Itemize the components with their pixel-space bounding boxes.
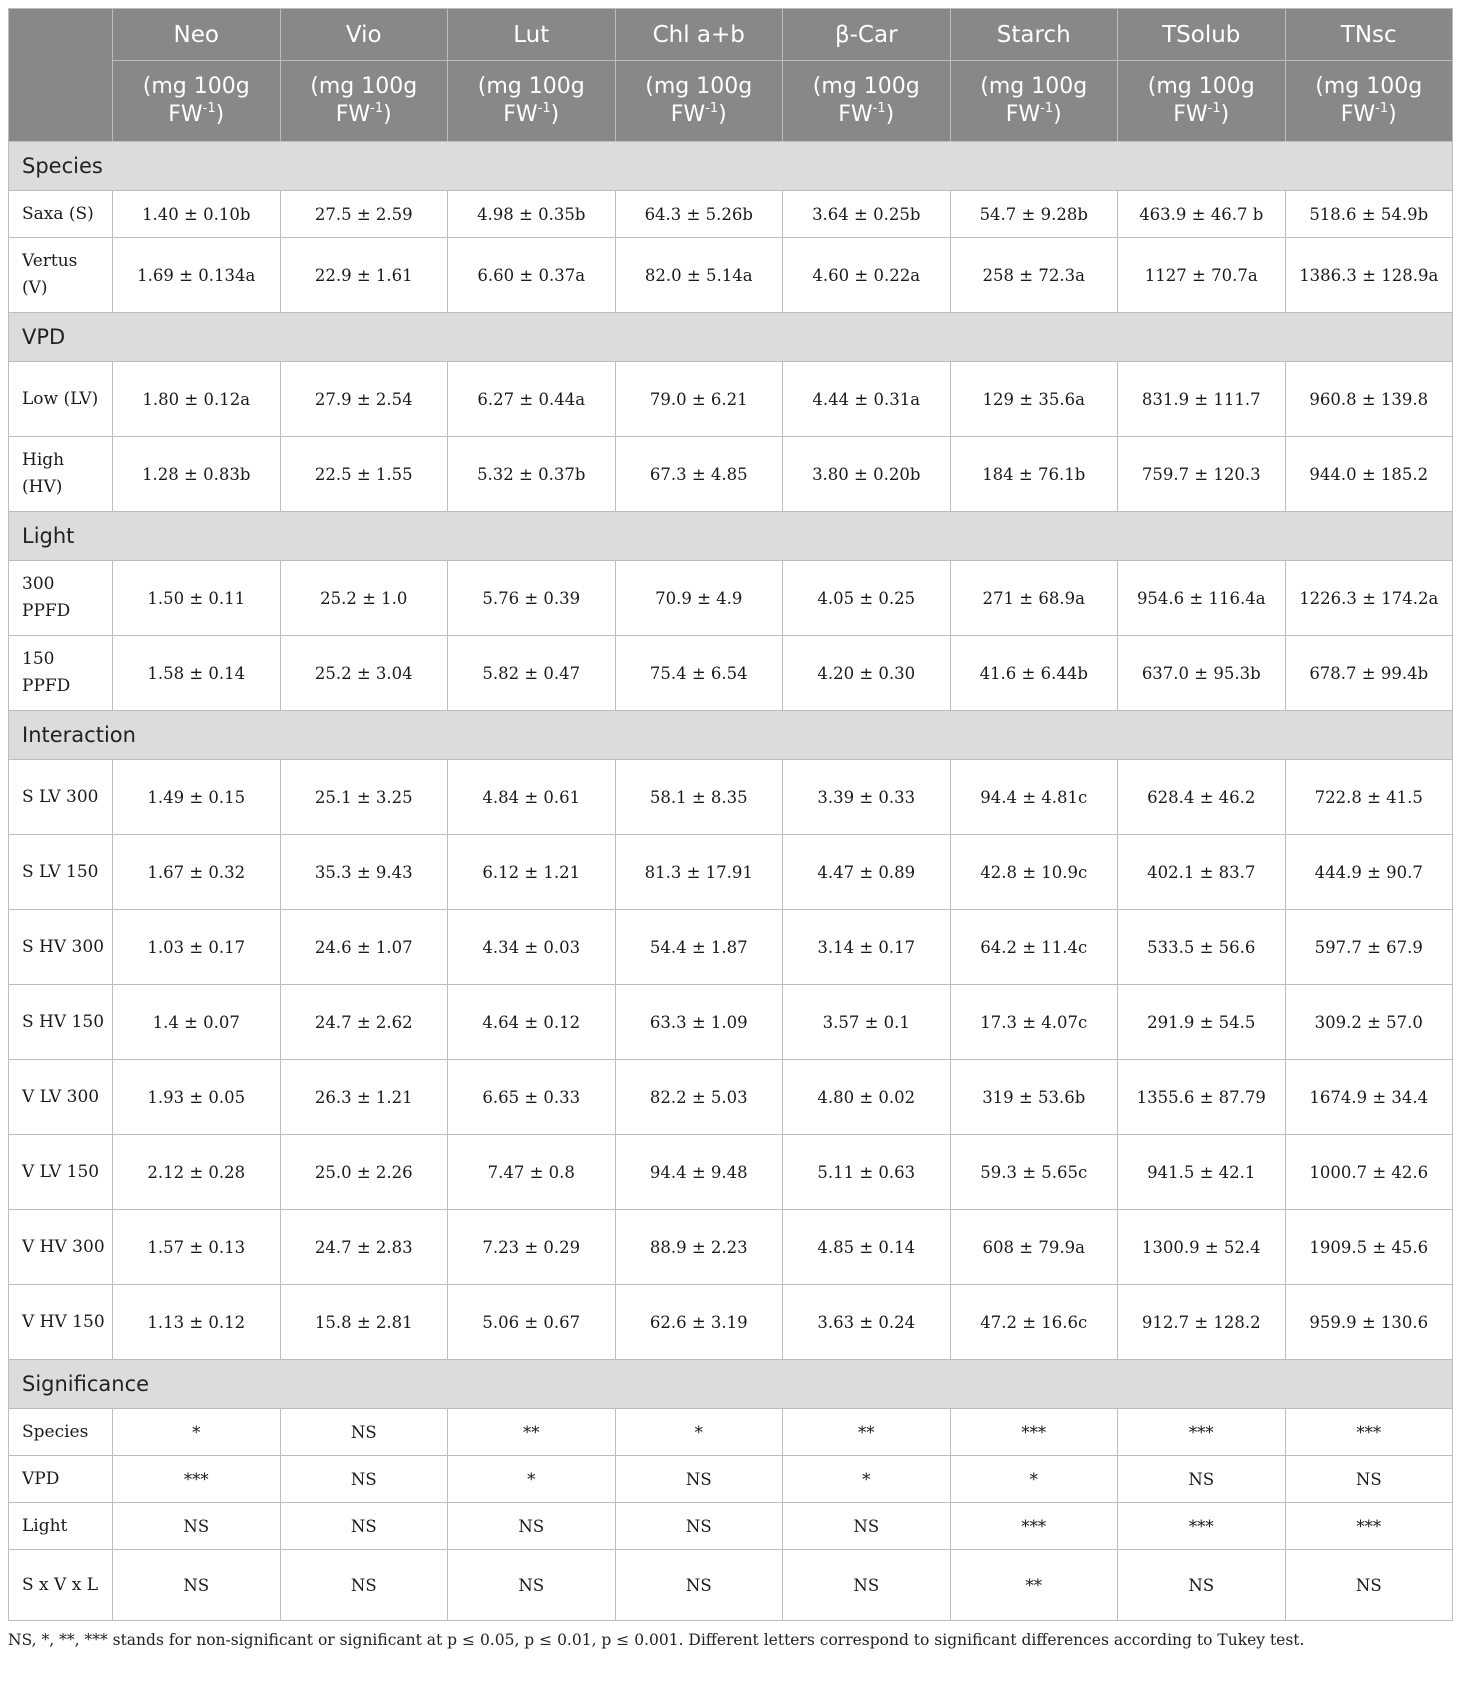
cell-value: *** — [950, 1409, 1118, 1456]
cell-value: 1.03 ± 0.17 — [113, 910, 281, 985]
cell-value: 444.9 ± 90.7 — [1285, 835, 1453, 910]
cell-value: 597.7 ± 67.9 — [1285, 910, 1453, 985]
table-container — [8, 8, 1452, 1649]
cell-value: 6.27 ± 0.44a — [448, 362, 616, 437]
row-label: S LV 300 — [9, 760, 113, 835]
cell-value: 82.0 ± 5.14a — [615, 238, 783, 313]
cell-value: *** — [1118, 1503, 1286, 1550]
cell-value: NS — [448, 1503, 616, 1550]
cell-value: 54.7 ± 9.28b — [950, 191, 1118, 238]
cell-value: 1226.3 ± 174.2a — [1285, 561, 1453, 636]
cell-value: NS — [1118, 1550, 1286, 1621]
cell-value: 25.1 ± 3.25 — [280, 760, 448, 835]
cell-value: 27.9 ± 2.54 — [280, 362, 448, 437]
row-label: Low (LV) — [9, 362, 113, 437]
unit-row — [9, 61, 1453, 142]
table-row — [9, 910, 1453, 985]
cell-value: 70.9 ± 4.9 — [615, 561, 783, 636]
cell-value: 4.44 ± 0.31a — [783, 362, 951, 437]
group-row-species — [9, 142, 1453, 191]
unit-fw: FW — [168, 102, 203, 127]
cell-value: 25.2 ± 1.0 — [280, 561, 448, 636]
group-row-significance — [9, 1360, 1453, 1409]
group-label: Significance — [9, 1360, 1453, 1409]
footnote: NS, *, **, *** stands for non-significant or significant at p ≤ 0.05, p ≤ 0.01, p ≤ 0.001. Different letters correspond to significant differences according to Tukey test. — [8, 1631, 1305, 1649]
column-header: Starch — [950, 9, 1118, 61]
cell-value: NS — [1285, 1456, 1453, 1503]
cell-value: 79.0 ± 6.21 — [615, 362, 783, 437]
cell-value: NS — [1285, 1550, 1453, 1621]
cell-value: 5.32 ± 0.37b — [448, 437, 616, 512]
cell-value: *** — [1285, 1503, 1453, 1550]
cell-value: 518.6 ± 54.9b — [1285, 191, 1453, 238]
table-body — [9, 142, 1453, 1621]
cell-value: NS — [113, 1503, 281, 1550]
unit-header — [783, 61, 951, 142]
cell-value: * — [783, 1456, 951, 1503]
cell-value: 54.4 ± 1.87 — [615, 910, 783, 985]
cell-value: 959.9 ± 130.6 — [1285, 1285, 1453, 1360]
unit-header — [113, 61, 281, 142]
corner-cell — [9, 9, 113, 142]
unit-exponent: -1 — [1040, 101, 1054, 116]
cell-value: 26.3 ± 1.21 — [280, 1060, 448, 1135]
cell-value: NS — [280, 1456, 448, 1503]
cell-value: NS — [280, 1409, 448, 1456]
cell-value: 25.0 ± 2.26 — [280, 1135, 448, 1210]
column-header: Neo — [113, 9, 281, 61]
cell-value: 912.7 ± 128.2 — [1118, 1285, 1286, 1360]
column-header: TNsc — [1285, 9, 1453, 61]
unit-fw: FW — [670, 102, 706, 127]
unit-exponent: -1 — [370, 101, 384, 116]
table-row — [9, 1409, 1453, 1456]
unit-exponent: -1 — [1207, 101, 1221, 116]
unit-exponent: -1 — [202, 101, 216, 116]
cell-value: 4.20 ± 0.30 — [783, 636, 951, 711]
cell-value: 59.3 ± 5.65c — [950, 1135, 1118, 1210]
group-row-light — [9, 512, 1453, 561]
cell-value: 184 ± 76.1b — [950, 437, 1118, 512]
cell-value: 35.3 ± 9.43 — [280, 835, 448, 910]
cell-value: 954.6 ± 116.4a — [1118, 561, 1286, 636]
unit-main: (mg 100g — [645, 74, 753, 99]
cell-value: 7.23 ± 0.29 — [448, 1210, 616, 1285]
unit-fw: FW — [1173, 102, 1208, 127]
cell-value: 1000.7 ± 42.6 — [1285, 1135, 1453, 1210]
unit-exponent: -1 — [1375, 101, 1389, 116]
cell-value: 6.12 ± 1.21 — [448, 835, 616, 910]
cell-value: 258 ± 72.3a — [950, 238, 1118, 313]
unit-main: (mg 100g — [477, 74, 585, 99]
cell-value: 5.76 ± 0.39 — [448, 561, 616, 636]
cell-value: 63.3 ± 1.09 — [615, 985, 783, 1060]
cell-value: 309.2 ± 57.0 — [1285, 985, 1453, 1060]
cell-value: 4.84 ± 0.61 — [448, 760, 616, 835]
cell-value: 67.3 ± 4.85 — [615, 437, 783, 512]
unit-exponent: -1 — [872, 101, 886, 116]
group-label: Interaction — [9, 711, 1453, 760]
row-label: V HV 150 — [9, 1285, 113, 1360]
cell-value: 42.8 ± 10.9c — [950, 835, 1118, 910]
cell-value: *** — [113, 1456, 281, 1503]
cell-value: 608 ± 79.9a — [950, 1210, 1118, 1285]
cell-value: NS — [615, 1456, 783, 1503]
unit-main: (mg 100g — [812, 74, 920, 99]
table-row — [9, 985, 1453, 1060]
cell-value: 1.4 ± 0.07 — [113, 985, 281, 1060]
cell-value: 7.47 ± 0.8 — [448, 1135, 616, 1210]
cell-value: 3.80 ± 0.20b — [783, 437, 951, 512]
unit-header — [615, 61, 783, 142]
data-table — [8, 8, 1453, 1621]
cell-value: 2.12 ± 0.28 — [113, 1135, 281, 1210]
cell-value: 1.80 ± 0.12a — [113, 362, 281, 437]
cell-value: 6.65 ± 0.33 — [448, 1060, 616, 1135]
cell-value: 5.11 ± 0.63 — [783, 1135, 951, 1210]
cell-value: 271 ± 68.9a — [950, 561, 1118, 636]
cell-value: 4.60 ± 0.22a — [783, 238, 951, 313]
cell-value: NS — [783, 1503, 951, 1550]
cell-value: 88.9 ± 2.23 — [615, 1210, 783, 1285]
cell-value: NS — [113, 1550, 281, 1621]
column-header: TSolub — [1118, 9, 1286, 61]
cell-value: 1.57 ± 0.13 — [113, 1210, 281, 1285]
cell-value: 5.82 ± 0.47 — [448, 636, 616, 711]
cell-value: 1300.9 ± 52.4 — [1118, 1210, 1286, 1285]
unit-main: (mg 100g — [142, 74, 250, 99]
cell-value: 6.60 ± 0.37a — [448, 238, 616, 313]
cell-value: 4.05 ± 0.25 — [783, 561, 951, 636]
unit-main: (mg 100g — [980, 74, 1088, 99]
unit-close: ) — [215, 102, 225, 127]
cell-value: 75.4 ± 6.54 — [615, 636, 783, 711]
cell-value: 319 ± 53.6b — [950, 1060, 1118, 1135]
cell-value: 4.85 ± 0.14 — [783, 1210, 951, 1285]
cell-value: 3.64 ± 0.25b — [783, 191, 951, 238]
row-label: S HV 300 — [9, 910, 113, 985]
cell-value: 22.5 ± 1.55 — [280, 437, 448, 512]
cell-value: 944.0 ± 185.2 — [1285, 437, 1453, 512]
cell-value: 1.58 ± 0.14 — [113, 636, 281, 711]
table-row — [9, 1210, 1453, 1285]
cell-value: 22.9 ± 1.61 — [280, 238, 448, 313]
cell-value: 3.57 ± 0.1 — [783, 985, 951, 1060]
table-row — [9, 1456, 1453, 1503]
cell-value: 960.8 ± 139.8 — [1285, 362, 1453, 437]
cell-value: 1674.9 ± 34.4 — [1285, 1060, 1453, 1135]
group-label: Light — [9, 512, 1453, 561]
cell-value: 129 ± 35.6a — [950, 362, 1118, 437]
row-label: S HV 150 — [9, 985, 113, 1060]
unit-fw: FW — [1340, 102, 1376, 127]
cell-value: 24.7 ± 2.62 — [280, 985, 448, 1060]
row-label: V LV 150 — [9, 1135, 113, 1210]
unit-header — [448, 61, 616, 142]
group-row-vpd — [9, 313, 1453, 362]
row-label: V LV 300 — [9, 1060, 113, 1135]
unit-fw: FW — [1005, 102, 1041, 127]
cell-value: 27.5 ± 2.59 — [280, 191, 448, 238]
column-header: β-Car — [783, 9, 951, 61]
cell-value: * — [448, 1456, 616, 1503]
cell-value: 17.3 ± 4.07c — [950, 985, 1118, 1060]
cell-value: 1.69 ± 0.134a — [113, 238, 281, 313]
cell-value: 1.13 ± 0.12 — [113, 1285, 281, 1360]
cell-value: 24.6 ± 1.07 — [280, 910, 448, 985]
table-row — [9, 238, 1453, 313]
unit-exponent: -1 — [705, 101, 719, 116]
cell-value: 1127 ± 70.7a — [1118, 238, 1286, 313]
cell-value: 5.06 ± 0.67 — [448, 1285, 616, 1360]
unit-close: ) — [383, 102, 392, 127]
cell-value: 64.3 ± 5.26b — [615, 191, 783, 238]
cell-value: 94.4 ± 9.48 — [615, 1135, 783, 1210]
column-header: Vio — [280, 9, 448, 61]
row-label: S LV 150 — [9, 835, 113, 910]
unit-header — [280, 61, 448, 142]
row-label: VPD — [9, 1456, 113, 1503]
unit-main: (mg 100g — [1315, 74, 1423, 99]
cell-value: 4.47 ± 0.89 — [783, 835, 951, 910]
cell-value: 81.3 ± 17.91 — [615, 835, 783, 910]
table-row — [9, 1135, 1453, 1210]
cell-value: 3.14 ± 0.17 — [783, 910, 951, 985]
table-row — [9, 191, 1453, 238]
cell-value: 25.2 ± 3.04 — [280, 636, 448, 711]
group-row-interaction — [9, 711, 1453, 760]
cell-value: NS — [1118, 1456, 1286, 1503]
unit-close: ) — [1220, 102, 1230, 127]
cell-value: * — [950, 1456, 1118, 1503]
unit-header — [1285, 61, 1453, 142]
unit-fw: FW — [503, 102, 538, 127]
column-header: Chl a+b — [615, 9, 783, 61]
cell-value: 678.7 ± 99.4b — [1285, 636, 1453, 711]
cell-value: 1.50 ± 0.11 — [113, 561, 281, 636]
unit-fw: FW — [838, 102, 873, 127]
table-row — [9, 1285, 1453, 1360]
cell-value: 15.8 ± 2.81 — [280, 1285, 448, 1360]
unit-close: ) — [1388, 102, 1397, 127]
cell-value: 3.63 ± 0.24 — [783, 1285, 951, 1360]
cell-value: 82.2 ± 5.03 — [615, 1060, 783, 1135]
cell-value: 637.0 ± 95.3b — [1118, 636, 1286, 711]
unit-main: (mg 100g — [1147, 74, 1255, 99]
unit-exponent: -1 — [537, 101, 551, 116]
cell-value: 94.4 ± 4.81c — [950, 760, 1118, 835]
cell-value: 628.4 ± 46.2 — [1118, 760, 1286, 835]
cell-value: *** — [950, 1503, 1118, 1550]
cell-value: 47.2 ± 16.6c — [950, 1285, 1118, 1360]
cell-value: NS — [448, 1550, 616, 1621]
cell-value: ** — [448, 1409, 616, 1456]
cell-value: 41.6 ± 6.44b — [950, 636, 1118, 711]
cell-value: 941.5 ± 42.1 — [1118, 1135, 1286, 1210]
cell-value: 463.9 ± 46.7 b — [1118, 191, 1286, 238]
table-row — [9, 1503, 1453, 1550]
unit-close: ) — [550, 102, 560, 127]
unit-close: ) — [885, 102, 895, 127]
group-label: Species — [9, 142, 1453, 191]
cell-value: * — [113, 1409, 281, 1456]
cell-value: 533.5 ± 56.6 — [1118, 910, 1286, 985]
unit-header — [950, 61, 1118, 142]
cell-value: 1.93 ± 0.05 — [113, 1060, 281, 1135]
cell-value: NS — [280, 1550, 448, 1621]
cell-value: 1355.6 ± 87.79 — [1118, 1060, 1286, 1135]
cell-value: 3.39 ± 0.33 — [783, 760, 951, 835]
cell-value: 4.34 ± 0.03 — [448, 910, 616, 985]
cell-value: NS — [615, 1550, 783, 1621]
cell-value: 24.7 ± 2.83 — [280, 1210, 448, 1285]
cell-value: 722.8 ± 41.5 — [1285, 760, 1453, 835]
unit-fw: FW — [335, 102, 371, 127]
cell-value: *** — [1118, 1409, 1286, 1456]
column-header: Lut — [448, 9, 616, 61]
row-label: Saxa (S) — [9, 191, 113, 238]
row-label: Species — [9, 1409, 113, 1456]
cell-value: 1.40 ± 0.10b — [113, 191, 281, 238]
cell-value: 831.9 ± 111.7 — [1118, 362, 1286, 437]
cell-value: ** — [783, 1409, 951, 1456]
unit-close: ) — [718, 102, 727, 127]
row-label: Vertus (V) — [9, 238, 113, 313]
cell-value: 64.2 ± 11.4c — [950, 910, 1118, 985]
cell-value: 402.1 ± 83.7 — [1118, 835, 1286, 910]
cell-value: NS — [615, 1503, 783, 1550]
cell-value: 4.80 ± 0.02 — [783, 1060, 951, 1135]
row-label: S x V x L — [9, 1550, 113, 1621]
cell-value: * — [615, 1409, 783, 1456]
cell-value: NS — [783, 1550, 951, 1621]
cell-value: 1.28 ± 0.83b — [113, 437, 281, 512]
cell-value: 1909.5 ± 45.6 — [1285, 1210, 1453, 1285]
table-row — [9, 437, 1453, 512]
table-row — [9, 636, 1453, 711]
unit-main: (mg 100g — [310, 74, 418, 99]
cell-value: NS — [280, 1503, 448, 1550]
unit-header — [1118, 61, 1286, 142]
table-row — [9, 1060, 1453, 1135]
header-row — [9, 9, 1453, 61]
unit-close: ) — [1053, 102, 1062, 127]
cell-value: 58.1 ± 8.35 — [615, 760, 783, 835]
cell-value: 291.9 ± 54.5 — [1118, 985, 1286, 1060]
cell-value: 1.49 ± 0.15 — [113, 760, 281, 835]
cell-value: *** — [1285, 1409, 1453, 1456]
cell-value: 759.7 ± 120.3 — [1118, 437, 1286, 512]
table-row — [9, 835, 1453, 910]
row-label: Light — [9, 1503, 113, 1550]
cell-value: 1.67 ± 0.32 — [113, 835, 281, 910]
row-label: 150 PPFD — [9, 636, 113, 711]
cell-value: ** — [950, 1550, 1118, 1621]
cell-value: 4.64 ± 0.12 — [448, 985, 616, 1060]
table-row — [9, 561, 1453, 636]
table-row — [9, 362, 1453, 437]
cell-value: 4.98 ± 0.35b — [448, 191, 616, 238]
row-label: High (HV) — [9, 437, 113, 512]
group-label: VPD — [9, 313, 1453, 362]
table-row — [9, 760, 1453, 835]
table-row — [9, 1550, 1453, 1621]
cell-value: 1386.3 ± 128.9a — [1285, 238, 1453, 313]
row-label: 300 PPFD — [9, 561, 113, 636]
row-label: V HV 300 — [9, 1210, 113, 1285]
cell-value: 62.6 ± 3.19 — [615, 1285, 783, 1360]
